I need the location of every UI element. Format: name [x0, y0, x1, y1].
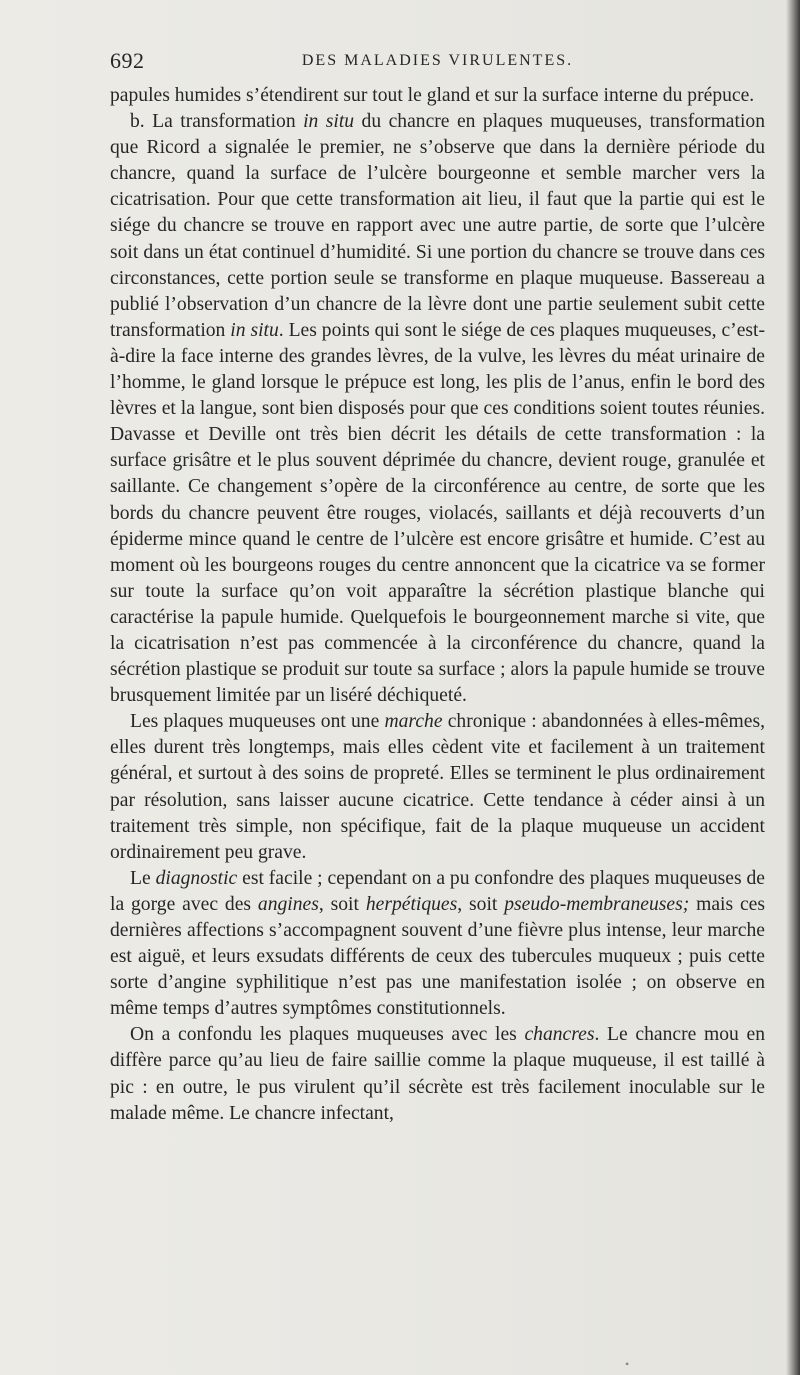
page-spine-edge	[786, 0, 800, 1375]
italic-text: pseudo-membraneuses;	[504, 893, 690, 915]
page-number: 692	[110, 48, 145, 73]
italic-text: herpétiques	[365, 893, 458, 915]
body-text	[110, 83, 765, 1127]
paragraph	[110, 709, 765, 866]
text-run: mais ces dernières affections s’accompagnent souvent d’une fièvre plus intense, leur marche est aiguë, et leurs exsudats différents de ceux des tubercules muqueux ; puis cette sorte d’angine syphilitique n’est pas une manifestation isolée ; on observe en même temps d’autres symptômes constitutionnels.	[110, 893, 766, 1020]
text-run: est facile ; cependant on a pu confondre des plaques muqueuses de la gorge avec des	[110, 867, 765, 915]
text-run: On a confondu les plaques muqueuses avec les	[130, 1024, 525, 1046]
text-run: papules humides s’étendirent sur tout le gland et sur la surface interne du prépuce.	[110, 85, 755, 106]
paragraph	[110, 83, 765, 109]
page-ornament-mark: •	[625, 1357, 630, 1371]
text-run: , soit	[457, 893, 505, 915]
paragraph	[110, 1022, 765, 1126]
text-run: chronique : abandonnées à elles-mêmes, elles durent très longtemps, mais elles cèdent vite et facilement à un traitement général, et surtout à des soins de propreté. Elles se terminent le plus ordinairement par résolution, sans laisser aucune cicatrice. Cette tendance à céder ainsi à un traitement très simple, non spécifique, fait de la plaque muqueuse un accident ordinairement peu grave.	[110, 711, 765, 863]
italic-text: marche	[384, 711, 443, 733]
paragraph	[110, 109, 765, 709]
text-run: Le	[130, 867, 156, 889]
text-run: . Les points qui sont le siége de ces plaques muqueuses, c’est-à-dire la face interne des grandes lèvres, de la vulve, les lèvres du méat urinaire de l’homme, le gland lorsque le prépuce est long, les plis de l’anus, enfin le bord des lèvres et la langue, sont bien disposés pour que ces conditions soient toutes réunies. Davasse et Deville ont très bien décrit les détails de cette transformation : la surface grisâtre et le plus souvent déprimée du chancre, devient rouge, granulée et saillante. Ce changement s’opère de la circonférence au centre, de sorte que les bords du chancre peuvent être rouges, violacés, saillants et déjà recouverts d’un épiderme mince quand le centre de l’ulcère est encore grisâtre et humide. C’est au moment où les bourgeons rouges du centre annoncent que la cicatrice va se former sur toute la surface qu’on voit apparaître la sécrétion plastique blanche qui caractérise la papule humide. Quelquefois le bourgeonnement marche si vite, que la cicatrisation n’est pas commencée à la circonférence du chancre, quand la sécrétion plastique se produit sur toute sa surface ; alors la papule humide se trouve brusquement limitée par un liséré déchiqueté.	[110, 319, 765, 707]
running-title: DES MALADIES VIRULENTES.	[301, 52, 574, 69]
italic-text: chancres	[524, 1024, 595, 1046]
text-run: b. La transformation	[130, 111, 304, 133]
italic-text: angines	[257, 893, 319, 915]
italic-text: in situ	[303, 111, 355, 133]
text-run: Les plaques muqueuses ont une	[130, 711, 385, 733]
italic-text: in situ	[230, 319, 279, 341]
text-run: du chancre en plaques muqueuses, transformation que Ricord a signalée le premier, ne s’observe que dans la dernière période du chancre, quand la surface de l’ulcère bourgeonne et semble marcher vers la cicatrisation. Pour que cette transformation ait lieu, il faut que la partie qui est le siége du chancre se trouve en rapport avec une autre partie, de sorte que l’ulcère soit dans un état continuel d’humidité. Si une portion du chancre se trouve dans ces circonstances, cette portion seule se transforme en plaque muqueuse. Bassereau a publié l’observation d’un chancre de la lèvre dont une partie seulement subit cette transformation	[110, 111, 765, 341]
text-run: , soit	[318, 893, 366, 915]
italic-text: diagnostic	[155, 867, 238, 889]
paragraph	[110, 866, 765, 1023]
text-run: . Le chancre mou en diffère parce qu’au lieu de faire saillie comme la plaque muqueuse, il est taillé à pic : en outre, le pus virulent qu’il sécrète est très facilement inoculable sur le malade même. Le chancre infectant,	[110, 1024, 765, 1124]
page-header	[110, 48, 765, 78]
